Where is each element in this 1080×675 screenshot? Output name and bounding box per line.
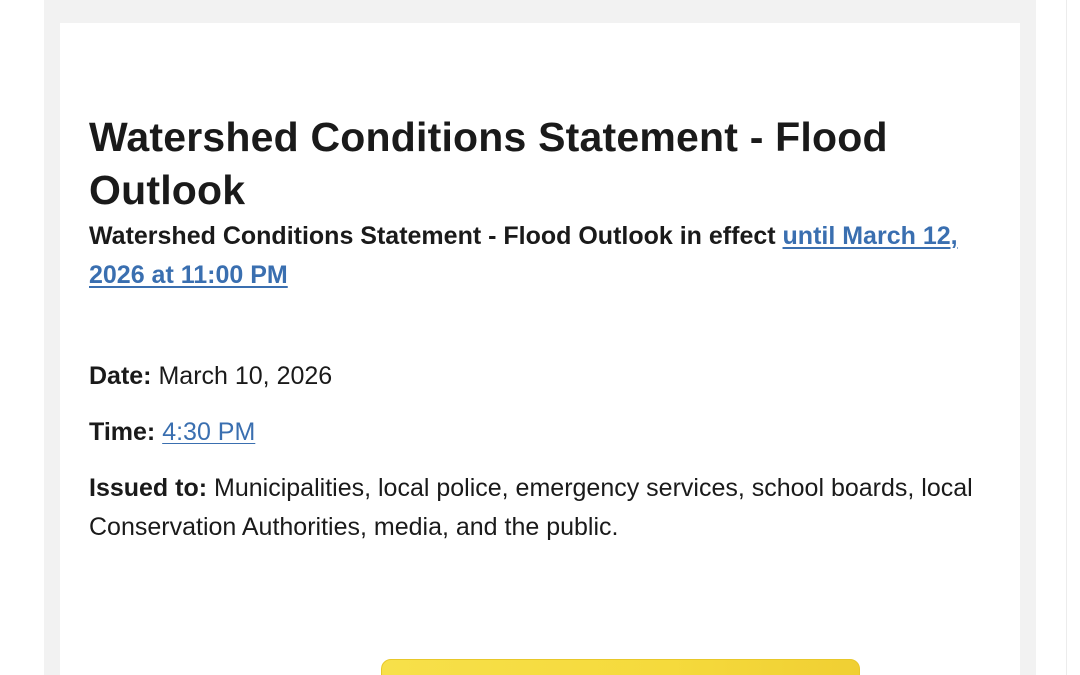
- alert-content: [89, 111, 989, 547]
- issued-to-label: Issued to:: [89, 474, 208, 502]
- adjacent-card-edge: [1066, 0, 1080, 675]
- date-value: March 10, 2026: [158, 362, 333, 390]
- alert-headline: Watershed Conditions Statement - Flood Outlook: [89, 114, 888, 213]
- time-row: [89, 413, 989, 452]
- time-link[interactable]: 4:30 PM: [162, 418, 256, 446]
- alert-subheadline-text: Watershed Conditions Statement - Flood Outlook in effect: [89, 222, 783, 250]
- issued-to-row: [89, 469, 989, 547]
- alert-expiry-link[interactable]: until March 12, 2026 at 11:00 PM: [89, 222, 958, 289]
- alert-card: [60, 23, 1020, 675]
- date-label: Date:: [89, 362, 152, 390]
- action-button[interactable]: [381, 659, 860, 675]
- time-label: Time:: [89, 418, 156, 446]
- date-row: [89, 357, 989, 396]
- alert-subheadline: [89, 217, 989, 295]
- issued-to-value: Municipalities, local police, emergency services, school boards, local Conservation Authorities, media, and the public.: [89, 474, 973, 541]
